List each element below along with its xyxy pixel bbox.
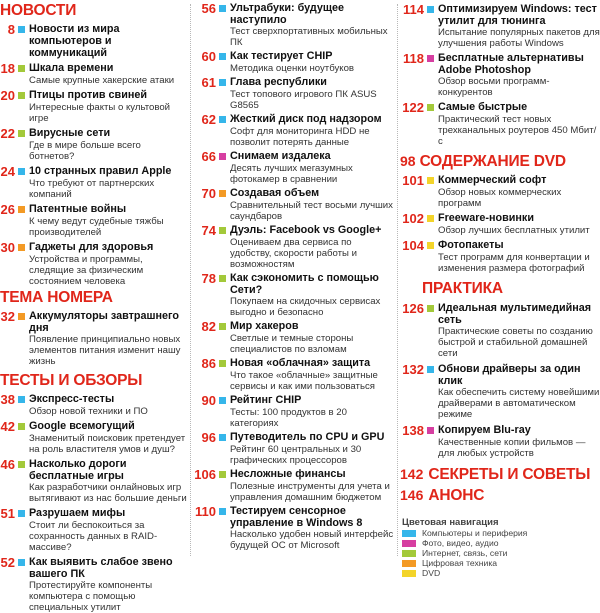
legend-swatch — [402, 550, 416, 557]
tests-list — [0, 393, 187, 613]
category-color-square — [427, 104, 434, 111]
page-number: 32 — [0, 309, 15, 324]
toc-entry-header — [0, 23, 187, 59]
page-number: 74 — [201, 223, 216, 238]
toc-entry[interactable] — [0, 310, 187, 367]
category-color-square — [219, 79, 226, 86]
section-dvd: СОДЕРЖАНИЕ DVD — [419, 153, 566, 170]
category-color-square — [18, 130, 25, 137]
toc-entry-title: Мир хакеров — [230, 320, 299, 332]
category-color-square — [427, 6, 434, 13]
legend-label: Цифровая техника — [422, 558, 498, 568]
toc-entry-description: Что требуют от партнерских компаний — [29, 178, 155, 200]
practice-list — [400, 302, 600, 459]
toc-entry[interactable] — [194, 76, 394, 111]
toc-entry[interactable] — [400, 212, 600, 236]
toc-entry[interactable] — [194, 357, 394, 392]
toc-entry-title: Создавая объем — [230, 187, 320, 199]
toc-entry-title: Тестируем сенсорное управление в Windows 8 — [230, 505, 363, 529]
toc-entry[interactable] — [0, 241, 187, 287]
toc-entry-description: Самые крупные хакерские атаки — [29, 75, 175, 86]
category-color-square — [18, 65, 25, 72]
toc-entry-header — [194, 224, 394, 237]
toc-entry-header — [0, 203, 187, 216]
toc-entry-title: Фотопакеты — [438, 239, 504, 251]
toc-entry-title: Ультрабуки: будущее наступило — [230, 2, 345, 26]
toc-entry-header — [194, 187, 394, 200]
toc-entry[interactable] — [400, 302, 600, 359]
category-color-square — [427, 242, 434, 249]
page-number: 106 — [194, 467, 216, 482]
toc-entry-description: Обзор новой техники и ПО — [29, 406, 148, 417]
toc-entry-title: Путеводитель по CPU и GPU — [230, 431, 385, 443]
legend-swatch — [402, 560, 416, 567]
dvd-list — [400, 174, 600, 274]
page-number: 118 — [403, 51, 424, 66]
news-list — [0, 23, 187, 287]
toc-entry-header — [0, 458, 187, 482]
column-divider — [190, 4, 191, 556]
toc-entry[interactable] — [194, 394, 394, 429]
page-number: 126 — [402, 301, 424, 316]
page-number: 26 — [0, 202, 15, 217]
toc-entry-title: Как выявить слабое звено вашего ПК — [29, 556, 173, 580]
toc-entry-title: Жесткий диск под надзором — [230, 113, 382, 125]
toc-entry-description: Полезные инструменты для учета и управления домашним бюджетом — [230, 481, 390, 503]
column-divider — [397, 4, 398, 556]
toc-entry[interactable] — [400, 3, 600, 49]
toc-entry-header — [0, 507, 187, 520]
toc-entry[interactable] — [194, 50, 394, 74]
toc-entry[interactable] — [400, 101, 600, 147]
page-number: 20 — [0, 88, 15, 103]
legend-label: DVD — [422, 568, 441, 578]
page-number: 86 — [201, 356, 216, 371]
page-number: 60 — [201, 49, 216, 64]
toc-entry-title: Рейтинг CHIP — [230, 394, 302, 406]
toc-entry-title: Самые быстрые — [438, 101, 528, 113]
category-color-square — [18, 244, 25, 251]
category-color-square — [18, 313, 25, 320]
toc-entry-header — [400, 363, 600, 387]
legend-swatch — [402, 570, 416, 577]
toc-entry-description: Интересные факты о культовой игре — [29, 102, 171, 124]
category-color-square — [219, 471, 226, 478]
toc-entry-description: Обзор новых коммерческих программ — [438, 187, 562, 209]
toc-entry-title: Насколько дороги бесплатные игры — [29, 458, 127, 482]
toc-entry[interactable] — [400, 363, 600, 420]
secrets-page-number: 142 — [400, 466, 424, 482]
page-number: 70 — [201, 186, 216, 201]
category-color-square — [219, 5, 226, 12]
toc-entry-title: Как сэкономить с помощью Сети? — [230, 272, 379, 296]
legend-label: Компьютеры и периферия — [422, 528, 528, 538]
legend-swatch — [402, 540, 416, 547]
toc-entry-title: Птицы против свиней — [29, 89, 147, 101]
toc-entry-description: Знаменитый поисковик претендует на роль властителя умов и душ? — [29, 433, 186, 455]
toc-entry-description: Где в мире больше всего ботнетов? — [29, 140, 141, 162]
page-number: 30 — [0, 240, 15, 255]
toc-entry-title: Коммерческий софт — [438, 174, 547, 186]
page-number: 42 — [0, 419, 15, 434]
page-number: 104 — [402, 238, 424, 253]
toc-entry-header — [194, 394, 394, 407]
legend-item — [402, 548, 600, 558]
toc-entry-description: Качественные копии фильмов — для любых устройств — [438, 437, 586, 459]
legend-item — [402, 568, 600, 578]
toc-entry-header — [400, 101, 600, 114]
toc-entry-title: Несложные финансы — [230, 468, 346, 480]
toc-entry[interactable] — [0, 127, 187, 162]
toc-entry[interactable] — [194, 113, 394, 148]
toc-entry[interactable] — [400, 174, 600, 209]
toc-entry-header — [194, 2, 394, 26]
toc-entry-header — [0, 89, 187, 102]
column-middle — [194, 0, 394, 551]
toc-entry[interactable] — [0, 165, 187, 200]
category-color-square — [219, 397, 226, 404]
toc-entry[interactable] — [0, 556, 187, 613]
page-number: 22 — [0, 126, 15, 141]
toc-entry-header — [400, 52, 600, 76]
toc-entry-header — [0, 165, 187, 178]
legend-item — [402, 528, 600, 538]
toc-entry-description: Устройства и программы, следящие за физическим состоянием человека — [29, 254, 144, 287]
toc-entry-description: Светлые и темные стороны специалистов по взломам — [230, 333, 354, 355]
toc-entry-header — [194, 76, 394, 89]
toc-entry-description: Как обеспечить систему новейшими драйверами в автоматическом режиме — [438, 387, 600, 420]
tests-continued-list — [194, 2, 394, 551]
toc-entry-description: Тест сверхпортативных мобильных ПК — [230, 26, 388, 48]
section-practice: ПРАКТИКА — [422, 280, 503, 297]
category-color-square — [219, 508, 226, 515]
toc-entry-title: Дуэль: Facebook vs Google+ — [230, 224, 382, 236]
toc-entry-description: Оцениваем два сервиса по удобству, скорости работы и возможностям — [230, 237, 357, 270]
toc-entry[interactable] — [400, 424, 600, 459]
page-number: 52 — [0, 555, 15, 570]
toc-entry[interactable] — [0, 89, 187, 124]
section-secrets: СЕКРЕТЫ И СОВЕТЫ — [428, 466, 591, 483]
toc-entry-description: Тест топового игрового ПК ASUS G8565 — [230, 89, 377, 111]
toc-entry-description: К чему ведут судебные тяжбы производителей — [29, 216, 164, 238]
page-number: 90 — [201, 393, 216, 408]
toc-entry[interactable] — [400, 52, 600, 98]
category-color-square — [219, 227, 226, 234]
page-number: 122 — [402, 100, 424, 115]
toc-entry-title: Новости из мира компьютеров и коммуникаций — [29, 23, 120, 59]
toc-entry-title: Оптимизируем Windows: тест утилит для тюнинга — [438, 3, 597, 27]
toc-entry-title: Экспресс-тесты — [29, 393, 115, 405]
dvd-header — [400, 153, 600, 171]
category-color-square — [18, 92, 25, 99]
legend-label: Фото, видео, аудио — [422, 538, 499, 548]
legend-label: Интернет, связь, сети — [422, 548, 508, 558]
toc-entry-title: Аккумуляторы завтрашнего дня — [29, 310, 179, 334]
toc-entry-header — [0, 62, 187, 75]
category-color-square — [18, 26, 25, 33]
toc-entry-header — [194, 50, 394, 63]
toc-entry[interactable] — [194, 2, 394, 48]
page-number: 132 — [402, 362, 424, 377]
toc-entry-header — [194, 320, 394, 333]
toc-entry-description: Сравнительный тест восьми лучших саундбаров — [230, 200, 393, 222]
toc-entry-description: Обзор восьми программ-конкурентов — [438, 76, 550, 98]
toc-entry-description: Десять лучших мегазумных фотокамер в сравнении — [230, 163, 353, 185]
toc-entry-header — [194, 468, 394, 481]
toc-entry[interactable] — [194, 187, 394, 222]
toc-entry[interactable] — [0, 507, 187, 553]
toc-entry-title: 10 странных правил Apple — [29, 165, 172, 177]
toc-entry-header — [400, 239, 600, 252]
toc-entry-header — [0, 393, 187, 406]
category-color-square — [18, 396, 25, 403]
toc-entry-title: Разрушаем мифы — [29, 507, 126, 519]
toc-entry-description: Насколько удобен новый интерфейс будущей ОС от Microsoft — [230, 529, 394, 551]
page-number: 18 — [0, 61, 15, 76]
category-color-square — [18, 168, 25, 175]
toc-entry[interactable] — [0, 62, 187, 86]
toc-entry-description: Тесты: 100 продуктов в 20 категориях — [230, 407, 347, 429]
page-number: 138 — [402, 423, 424, 438]
category-color-square — [219, 153, 226, 160]
page-number: 101 — [402, 173, 424, 188]
page-number: 38 — [0, 392, 15, 407]
toc-entry-description: Обзор лучших бесплатных утилит — [438, 225, 590, 236]
toc-entry-description: Как разработчики онлайновых игр вытягивают из нас большие деньги — [29, 482, 187, 504]
toc-entry-header — [0, 310, 187, 334]
category-color-square — [18, 423, 25, 430]
page-number: 51 — [0, 506, 15, 521]
tests-continued-list-right — [400, 3, 600, 147]
toc-entry-title: Google всемогущий — [29, 420, 135, 432]
toc-entry[interactable] — [194, 224, 394, 270]
section-cover: ТЕМА НОМЕРА — [0, 289, 113, 306]
toc-entry-title: Вирусные сети — [29, 127, 111, 139]
toc-entry-header — [0, 241, 187, 254]
page-number: 66 — [201, 149, 216, 164]
page-number: 96 — [201, 430, 216, 445]
toc-entry[interactable] — [194, 150, 394, 185]
toc-entry[interactable] — [0, 393, 187, 417]
toc-entry-description: Появление принципиально новых элементов питания изменит нашу жизнь — [29, 334, 181, 367]
category-color-square — [18, 510, 25, 517]
toc-entry-header — [400, 174, 600, 187]
category-color-square — [219, 275, 226, 282]
category-color-square — [219, 116, 226, 123]
toc-entry[interactable] — [0, 203, 187, 238]
page-number: 24 — [0, 164, 15, 179]
toc-entry-header — [0, 420, 187, 433]
category-color-square — [219, 360, 226, 367]
category-color-square — [18, 461, 25, 468]
page-number: 62 — [201, 112, 216, 127]
toc-entry[interactable] — [194, 431, 394, 466]
toc-entry-description: Практический тест новых трехканальных роутеров 450 Мбит/с — [438, 114, 597, 147]
toc-entry-description: Тест программ для конвертации и изменения размера фотографий — [438, 252, 590, 274]
legend-swatch — [402, 530, 416, 537]
toc-entry[interactable] — [400, 239, 600, 274]
cover-list — [0, 310, 187, 367]
legend-title: Цветовая навигация — [402, 517, 499, 528]
category-color-square — [427, 427, 434, 434]
category-color-square — [18, 206, 25, 213]
toc-entry-description: Практические советы по созданию быстрой и стабильной домашней сети — [438, 326, 593, 359]
announce-header — [400, 487, 600, 505]
toc-entry-description: Методика оценки ноутбуков — [230, 63, 355, 74]
toc-entry-description: Протестируйте компоненты компьютера с помощью специальных утилит — [29, 580, 153, 613]
toc-entry[interactable] — [194, 272, 394, 318]
toc-entry[interactable] — [0, 23, 187, 59]
category-color-square — [427, 366, 434, 373]
toc-entry-title: Шкала времени — [29, 62, 114, 74]
toc-entry-description: Испытание популярных пакетов для улучшения работы Windows — [438, 27, 600, 49]
color-legend — [402, 517, 600, 578]
category-color-square — [219, 434, 226, 441]
toc-entry-title: Идеальная мультимедийная сеть — [438, 302, 592, 326]
toc-entry-header — [194, 150, 394, 163]
page-number: 110 — [195, 504, 216, 519]
category-color-square — [427, 215, 434, 222]
category-color-square — [427, 55, 434, 62]
toc-entry[interactable] — [0, 458, 187, 504]
toc-entry-title: Бесплатные альтернативы Adobe Photoshop — [438, 52, 584, 76]
page-number: 46 — [0, 457, 15, 472]
legend-item — [402, 538, 600, 548]
toc-entry-header — [400, 3, 600, 27]
toc-entry-title: Гаджеты для здоровья — [29, 241, 154, 253]
toc-entry-description: Что такое «облачные» защитные сервисы и как ими пользоваться — [230, 370, 378, 392]
section-announce: АНОНС — [428, 487, 485, 504]
toc-entry-header — [194, 357, 394, 370]
toc-entry-title: Обнови драйверы за один клик — [438, 363, 581, 387]
toc-entry-header — [194, 505, 394, 529]
toc-entry-title: Глава республики — [230, 76, 327, 88]
legend-list — [402, 528, 600, 578]
page-number: 56 — [201, 1, 216, 16]
toc-entry-header — [400, 424, 600, 437]
toc-entry[interactable] — [0, 420, 187, 455]
page-number: 61 — [201, 75, 216, 90]
category-color-square — [427, 177, 434, 184]
toc-entry-description: Покупаем на скидочных сервисах выгодно и безопасно — [230, 296, 381, 318]
page-number: 102 — [402, 211, 424, 226]
toc-entry-title: Патентные войны — [29, 203, 127, 215]
section-news: НОВОСТИ — [0, 2, 77, 19]
toc-entry-title: Снимаем издалека — [230, 150, 331, 162]
category-color-square — [18, 559, 25, 566]
toc-entry[interactable] — [194, 468, 394, 503]
section-tests: ТЕСТЫ И ОБЗОРЫ — [0, 372, 143, 389]
toc-entry-title: Новая «облачная» защита — [230, 357, 371, 369]
category-color-square — [219, 190, 226, 197]
page-number: 78 — [201, 271, 216, 286]
toc-entry-title: Freeware-новинки — [438, 212, 534, 224]
secrets-header — [400, 466, 600, 484]
toc-entry-header — [194, 272, 394, 296]
toc-entry-header — [400, 212, 600, 225]
column-right — [400, 0, 600, 578]
category-color-square — [219, 53, 226, 60]
toc-entry-description: Софт для мониторинга HDD не позволит потерять данные — [230, 126, 370, 148]
toc-entry-description: Стоит ли беспокоиться за сохранность данных в RAID-массиве? — [29, 520, 158, 553]
toc-entry[interactable] — [194, 505, 394, 551]
dvd-page-number: 98 — [400, 153, 416, 169]
toc-entry-header — [194, 113, 394, 126]
toc-entry-title: Как тестирует CHIP — [230, 50, 333, 62]
announce-page-number: 146 — [400, 487, 424, 503]
page-number: 114 — [403, 2, 424, 17]
toc-entry[interactable] — [194, 320, 394, 355]
category-color-square — [427, 305, 434, 312]
toc-entry-header — [400, 302, 600, 326]
toc-entry-title: Копируем Blu-ray — [438, 424, 531, 436]
toc-entry-description: Рейтинг 60 центральных и 30 графических процессоров — [230, 444, 362, 466]
toc-entry-header — [0, 127, 187, 140]
page-number: 8 — [7, 22, 15, 37]
page-number: 82 — [201, 319, 216, 334]
column-left — [0, 0, 187, 613]
toc-entry-header — [194, 431, 394, 444]
category-color-square — [219, 323, 226, 330]
